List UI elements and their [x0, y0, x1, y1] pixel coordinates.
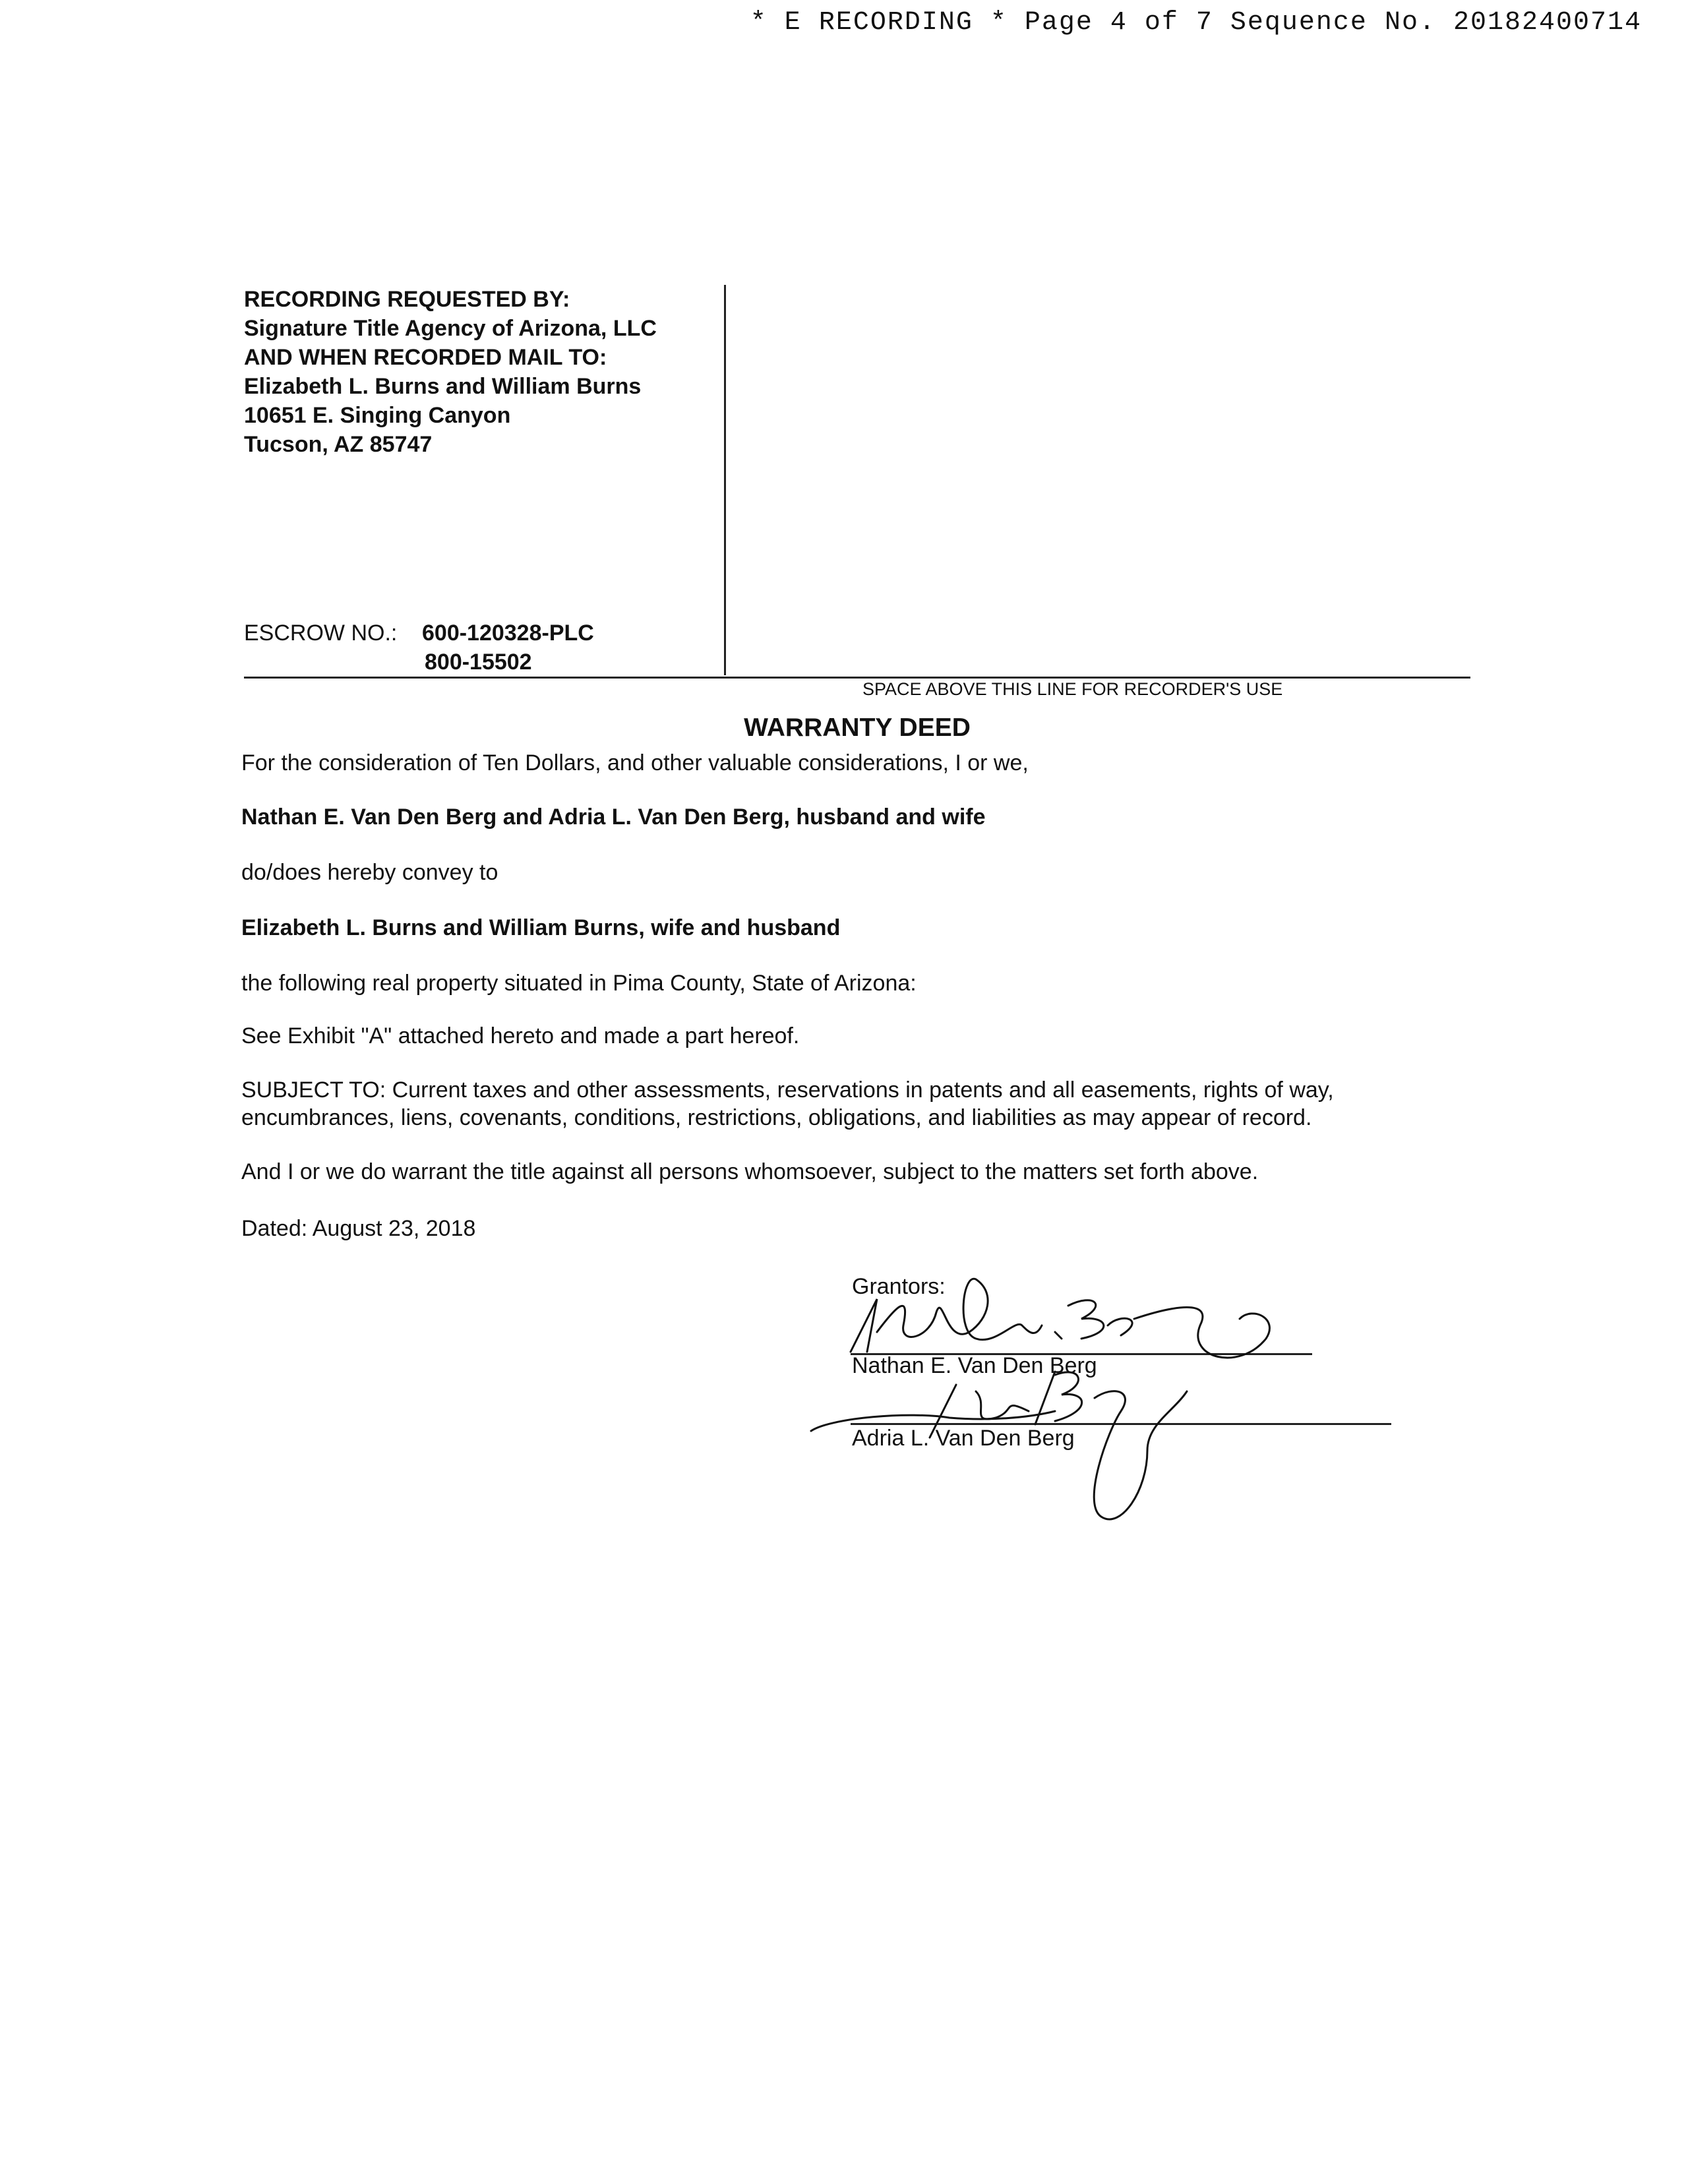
- escrow-label: ESCROW NO.:: [244, 621, 398, 646]
- mail-to-name: Elizabeth L. Burns and William Burns: [244, 374, 642, 399]
- mail-to-city: Tucson, AZ 85747: [244, 432, 433, 457]
- requested-by-label: RECORDING REQUESTED BY:: [244, 287, 570, 312]
- deed-title: WARRANTY DEED: [744, 713, 971, 742]
- subject-to-line-1: SUBJECT TO: Current taxes and other assessments, reservations in patents and all easements, rights of way,: [241, 1077, 1334, 1103]
- recorder-box-horizontal-rule: [244, 677, 1470, 679]
- mail-to-label: AND WHEN RECORDED MAIL TO:: [244, 345, 607, 370]
- exhibit-text: See Exhibit "A" attached hereto and made a part hereof.: [241, 1023, 800, 1048]
- escrow-number-2: 800-15502: [425, 650, 532, 675]
- recording-header: * E RECORDING * Page 4 of 7 Sequence No. 20182400714: [750, 8, 1642, 38]
- consideration-text: For the consideration of Ten Dollars, and other valuable considerations, I or we,: [241, 750, 1029, 775]
- signature-block: [778, 1253, 1437, 1556]
- recorder-use-label: SPACE ABOVE THIS LINE FOR RECORDER'S USE: [862, 679, 1283, 699]
- escrow-number-1: 600-120328-PLC: [422, 621, 594, 646]
- grantee-names: Elizabeth L. Burns and William Burns, wife and husband: [241, 915, 841, 940]
- warrant-text: And I or we do warrant the title against all persons whomsoever, subject to the matters set forth above.: [241, 1159, 1259, 1184]
- convey-text: do/does hereby convey to: [241, 860, 498, 885]
- recorder-box-vertical-rule: [724, 285, 726, 675]
- dated-text: Dated: August 23, 2018: [241, 1216, 476, 1241]
- escrow-number-block: [244, 619, 594, 677]
- recording-requested-block: [244, 285, 719, 459]
- grantor-names: Nathan E. Van Den Berg and Adria L. Van Den Berg, husband and wife: [241, 804, 986, 830]
- handwritten-signatures-icon: [778, 1253, 1437, 1556]
- property-text: the following real property situated in Pima County, State of Arizona:: [241, 971, 917, 996]
- grantor-2-name: Adria L. Van Den Berg: [852, 1426, 1075, 1451]
- subject-to-line-2: encumbrances, liens, covenants, conditions, restrictions, obligations, and liabilities as may appear of record.: [241, 1105, 1312, 1130]
- grantor-1-name: Nathan E. Van Den Berg: [852, 1353, 1097, 1378]
- grantors-label: Grantors:: [852, 1274, 946, 1299]
- requested-by: Signature Title Agency of Arizona, LLC: [244, 316, 657, 341]
- mail-to-street: 10651 E. Singing Canyon: [244, 403, 511, 428]
